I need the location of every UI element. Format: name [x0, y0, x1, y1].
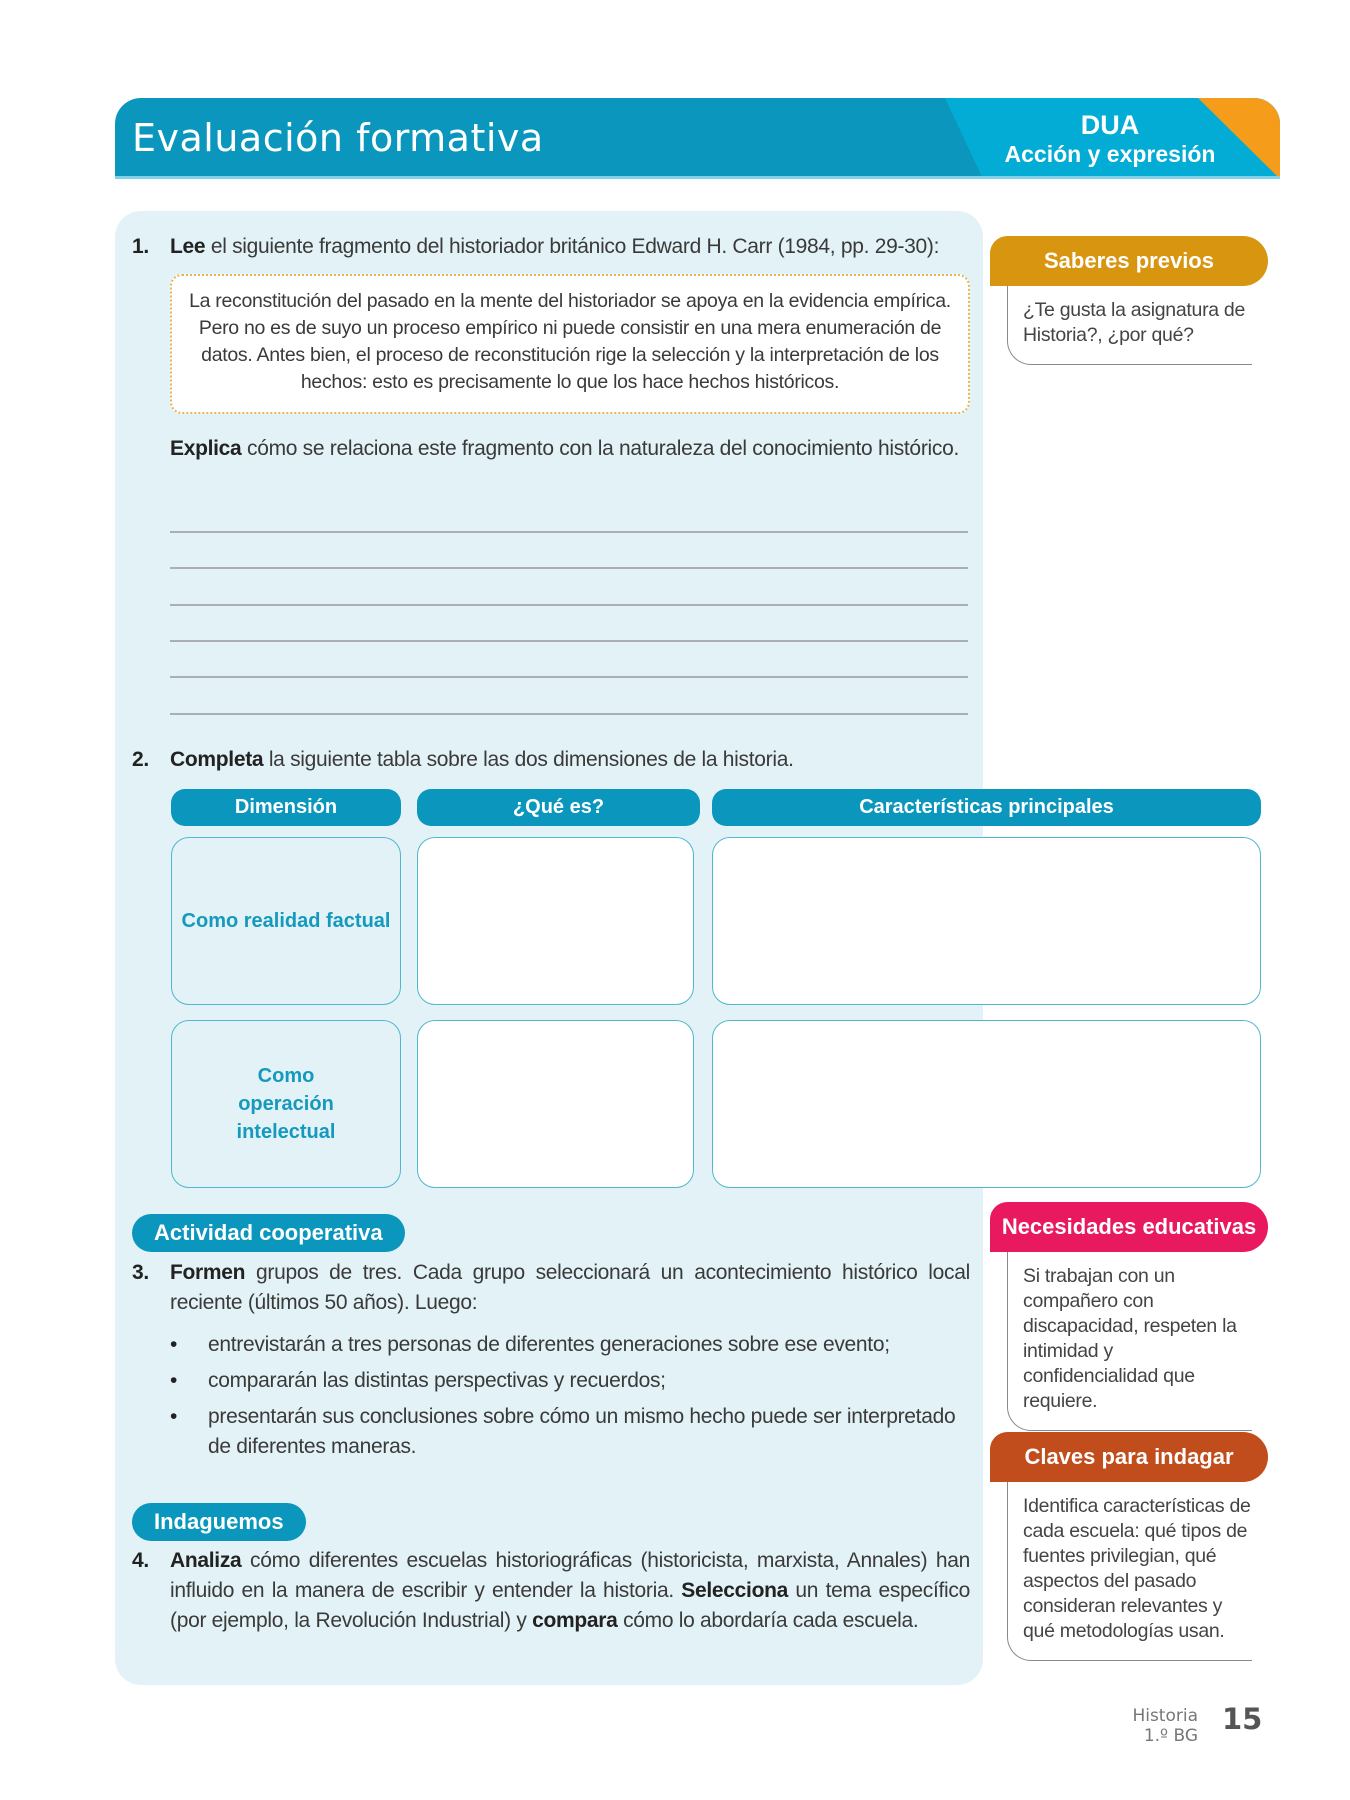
question-text: la siguiente tabla sobre las dos dimensiones de la historia.: [263, 748, 794, 771]
table-header-que-es: ¿Qué es?: [417, 789, 700, 826]
question-verb: Completa: [170, 748, 264, 771]
bullet-item: • compararán las distintas perspectivas y recuerdos;: [170, 1366, 970, 1396]
claves-para-indagar-body: Identifica características de cada escuela: qué tipos de fuentes privilegian, qué aspectos del pasado consideran relevantes y qué metodologías usan.: [1007, 1482, 1252, 1661]
table-cell-que-es-input[interactable]: [417, 837, 694, 1005]
claves-para-indagar-title: Claves para indagar: [990, 1432, 1268, 1482]
question-verb: Selecciona: [681, 1579, 789, 1602]
table-cell-dimension: Como realidad factual: [171, 837, 401, 1005]
question-2: [132, 745, 990, 775]
question-3-bullets: [170, 1330, 970, 1468]
saberes-previos-body: ¿Te gusta la asignatura de Historia?, ¿por qué?: [1007, 286, 1252, 365]
answer-line[interactable]: [170, 531, 968, 533]
answer-line[interactable]: [170, 640, 968, 642]
question-number: 1.: [132, 235, 149, 258]
table-cell-que-es-input[interactable]: [417, 1020, 694, 1188]
answer-line[interactable]: [170, 604, 968, 606]
question-text: cómo diferentes escuelas historiográficas (historicista, marxista, Annales) han influido en la manera de escribir y entender la historia.: [170, 1549, 970, 1602]
grade-label: 1.º BG: [1143, 1726, 1198, 1746]
bullet-item: • entrevistarán a tres personas de diferentes generaciones sobre ese evento;: [170, 1330, 970, 1360]
question-verb: Analiza: [170, 1549, 242, 1572]
section-header: [115, 98, 1280, 179]
table-header-caracteristicas: Características principales: [712, 789, 1261, 826]
answer-line[interactable]: [170, 676, 968, 678]
claves-para-indagar-box: [990, 1432, 1268, 1661]
saberes-previos-box: [990, 236, 1268, 365]
carr-quote: La reconstitución del pasado en la mente del historiador se apoya en la evidencia empírica. Pero no es de suyo un proceso empírico ni puede consistir en una mera enumeración de datos. Antes bien, el proceso de reconstitución rige la selección y la interpretación de los hechos: esto es precisamente lo que los hace hechos históricos.: [170, 274, 970, 414]
page-title: Evaluación formativa: [132, 116, 544, 160]
question-number: 2.: [132, 748, 149, 771]
question-number: 3.: [132, 1261, 149, 1284]
question-verb: compara: [532, 1609, 618, 1632]
question-verb: Lee: [170, 235, 206, 258]
actividad-cooperativa-label: Actividad cooperativa: [132, 1214, 405, 1252]
question-text: el siguiente fragmento del historiador británico Edward H. Carr (1984, pp. 29-30):: [205, 235, 940, 258]
prompt-verb: Explica: [170, 437, 242, 460]
question-4: [132, 1546, 971, 1636]
table-header-dimension: Dimensión: [171, 789, 401, 826]
answer-line[interactable]: [170, 567, 968, 569]
answer-line[interactable]: [170, 713, 968, 715]
necesidades-educativas-box: [990, 1202, 1268, 1431]
question-1-prompt: [170, 434, 970, 464]
dua-subtitle: Acción y expresión: [1004, 141, 1216, 167]
necesidades-educativas-body: Si trabajan con un compañero con discapacidad, respeten la intimidad y confidencialidad que requiere.: [1007, 1252, 1252, 1431]
dua-label: DUA: [1080, 110, 1140, 140]
prompt-text: cómo se relaciona este fragmento con la naturaleza del conocimiento histórico.: [241, 437, 959, 460]
table-cell-caracteristicas-input[interactable]: [712, 837, 1261, 1005]
saberes-previos-title: Saberes previos: [990, 236, 1268, 286]
question-text: cómo lo abordaría cada escuela.: [617, 1609, 919, 1632]
footer-subject: [1132, 1706, 1198, 1746]
page-number: 15: [1222, 1702, 1263, 1736]
question-3: [132, 1258, 970, 1318]
question-number: 4.: [132, 1549, 149, 1572]
dua-tag: [985, 110, 1235, 168]
question-1: [132, 232, 990, 262]
question-text: un tema específico (por ejemplo, la Revolución Industrial) y: [170, 1579, 971, 1632]
indaguemos-label: Indaguemos: [132, 1503, 306, 1541]
table-cell-dimension: Como operación intelectual: [171, 1020, 401, 1188]
question-text: grupos de tres. Cada grupo seleccionará un acontecimiento histórico local reciente (últimos 50 años). Luego:: [170, 1261, 970, 1314]
bullet-item: • presentarán sus conclusiones sobre cómo un mismo hecho puede ser interpretado de diferentes maneras.: [170, 1402, 970, 1462]
necesidades-educativas-title: Necesidades educativas: [990, 1202, 1268, 1252]
table-cell-caracteristicas-input[interactable]: [712, 1020, 1261, 1188]
question-verb: Formen: [170, 1261, 246, 1284]
subject-name: Historia: [1132, 1706, 1198, 1726]
